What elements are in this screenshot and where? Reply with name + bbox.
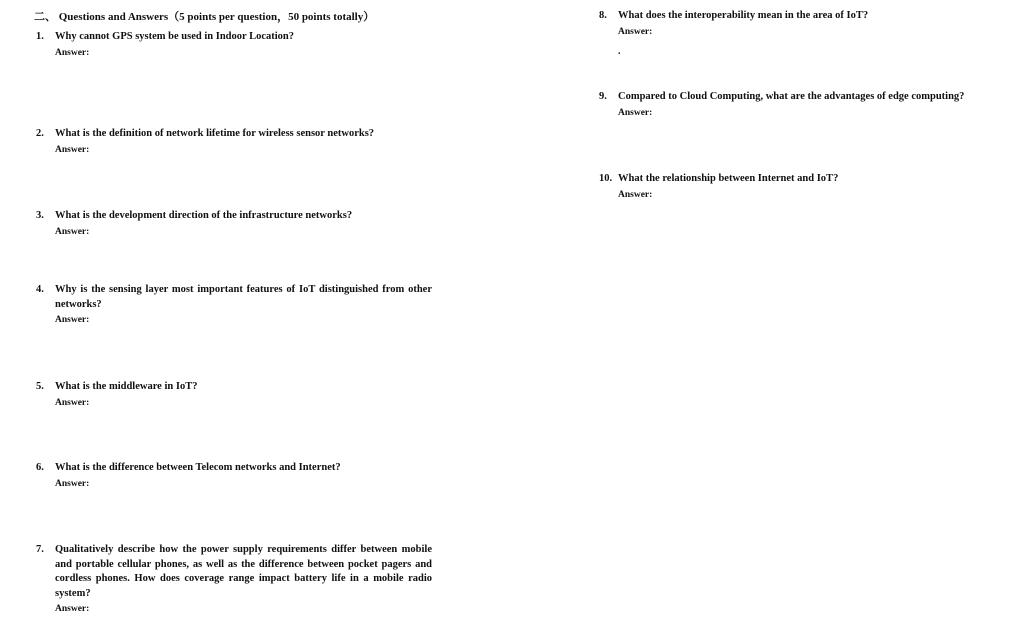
question-number: 5. xyxy=(36,381,44,392)
question-1 xyxy=(36,30,436,60)
question-text: Compared to Cloud Computing, what are the advantages of edge computing? xyxy=(618,91,965,102)
question-text: Why is the sensing layer most important features of IoT distinguished from other networks? xyxy=(55,284,432,310)
question-number: 10. xyxy=(599,173,613,184)
question-5 xyxy=(36,380,436,410)
question-8 xyxy=(599,9,1009,39)
question-10 xyxy=(599,172,1009,202)
question-2 xyxy=(36,127,436,157)
question-number: 9. xyxy=(599,91,607,102)
question-text: What is the difference between Telecom networks and Internet? xyxy=(55,462,341,473)
section-title: 二、 Questions and Answers（5 points per question，50 points totally） xyxy=(34,11,375,23)
question-number: 7. xyxy=(36,544,44,555)
answer-label: Answer: xyxy=(618,107,653,118)
question-text: What the relationship between Internet and IoT? xyxy=(618,173,839,184)
question-text: What is the middleware in IoT? xyxy=(55,381,198,392)
answer-label: Answer: xyxy=(55,397,90,408)
answer-label: Answer: xyxy=(55,604,90,614)
question-number: 1. xyxy=(36,31,44,42)
answer-label: Answer: xyxy=(618,26,653,37)
question-number: 8. xyxy=(599,10,607,21)
answer-label: Answer: xyxy=(55,47,90,58)
question-number: 2. xyxy=(36,128,44,139)
question-text: Why cannot GPS system be used in Indoor Location? xyxy=(55,31,295,42)
question-text: What is the definition of network lifetime for wireless sensor networks? xyxy=(55,128,375,139)
answer-label: Answer: xyxy=(55,478,90,489)
question-number: 6. xyxy=(36,462,44,473)
answer-label: Answer: xyxy=(55,144,90,155)
answer-label: Answer: xyxy=(55,315,90,325)
question-number: 3. xyxy=(36,210,44,221)
question-6 xyxy=(36,461,436,491)
answer-label: Answer: xyxy=(55,226,90,237)
question-7 xyxy=(36,543,432,617)
question-text: Qualitatively describe how the power supply requirements differ between mobile and portable cellular phones, as well as the difference between pocket pagers and cordless phones. How does coverage range impact battery life in a mobile radio system? xyxy=(55,544,432,599)
question-text: What does the interoperability mean in the area of IoT? xyxy=(618,10,869,21)
question-4 xyxy=(36,283,432,328)
stray-mark: . xyxy=(618,46,621,57)
question-3 xyxy=(36,209,436,239)
answer-label: Answer: xyxy=(618,189,653,200)
question-text: What is the development direction of the infrastructure networks? xyxy=(55,210,353,221)
question-number: 4. xyxy=(36,284,44,295)
question-9 xyxy=(599,90,1014,120)
